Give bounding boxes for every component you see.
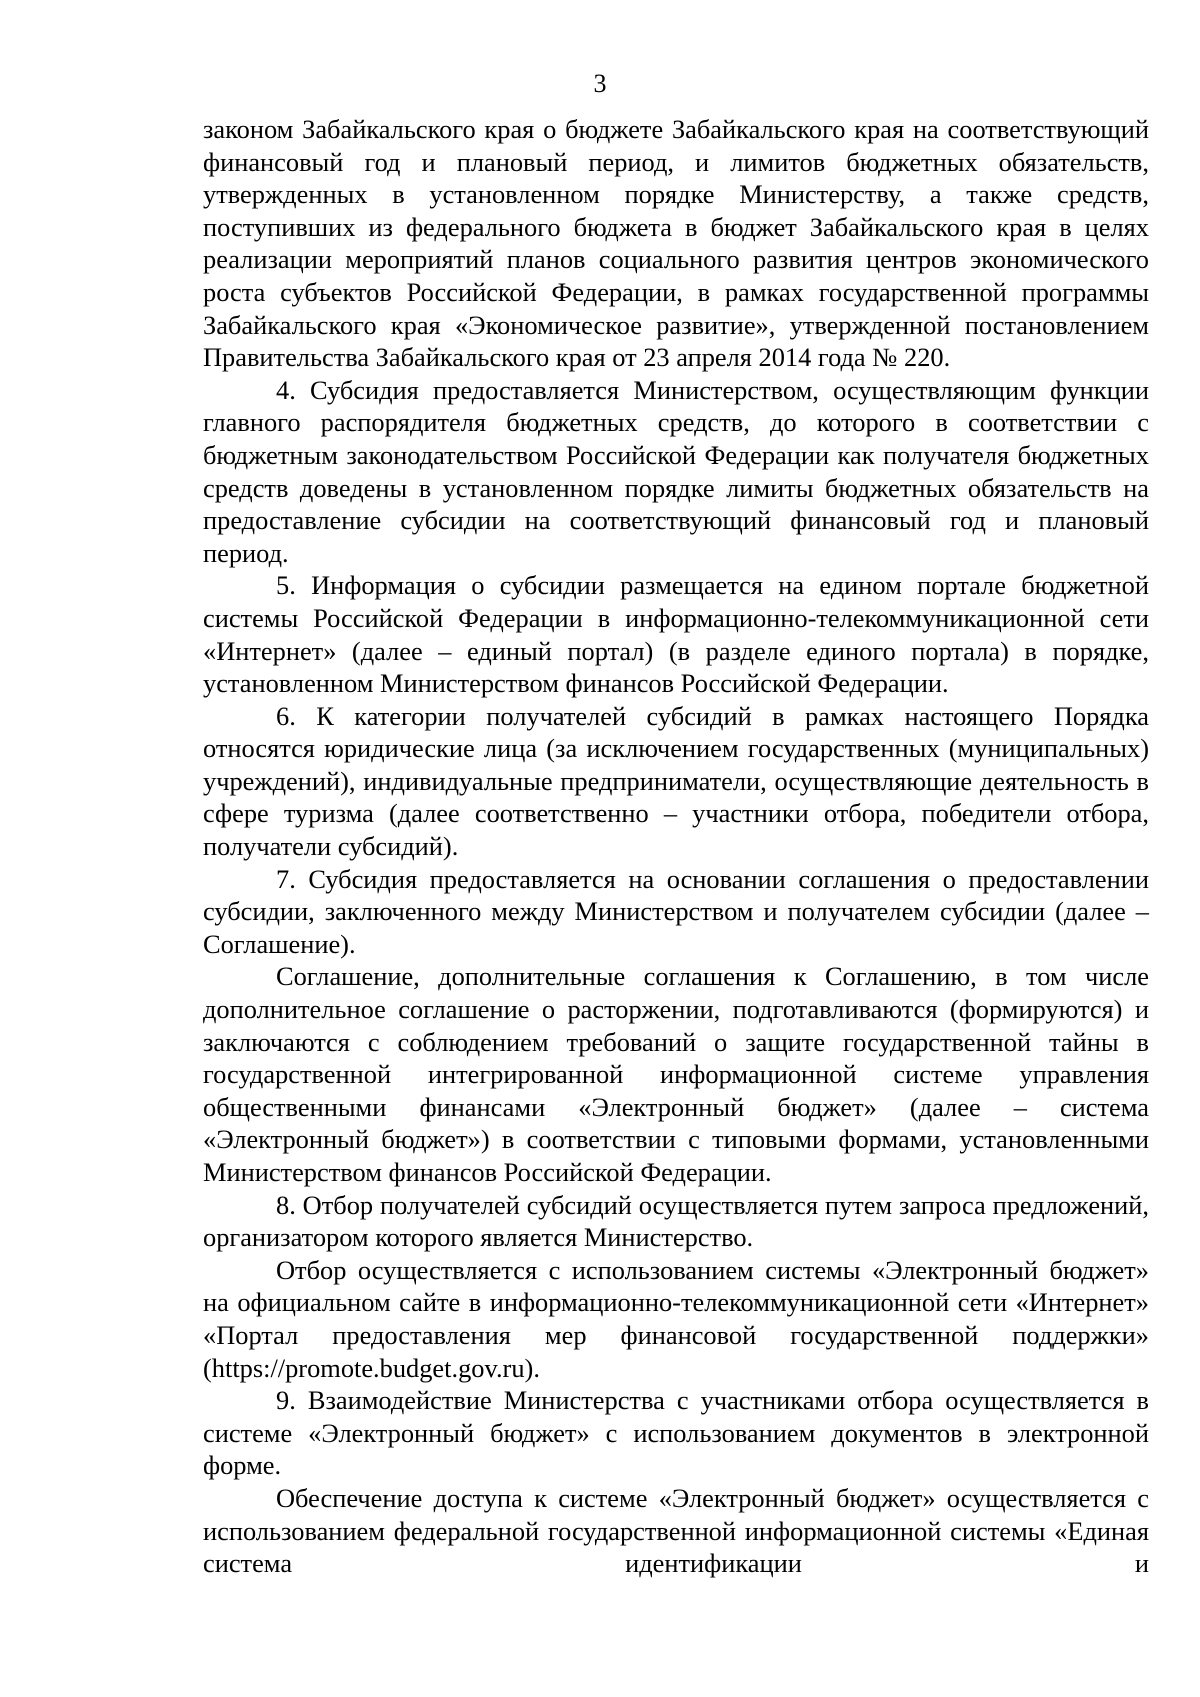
paragraph-item-7: 7. Субсидия предоставляется на основании соглашения о предоставлении субсидии, заключенного между Министерством и получателем субсидии (далее – Соглашение). xyxy=(203,863,1149,959)
paragraph-item-8: 8. Отбор получателей субсидий осуществляется путем запроса предложений, организатором которого является Министерство. xyxy=(203,1189,1149,1253)
paragraph-access-provision: Обеспечение доступа к системе «Электронный бюджет» осуществляется с использованием федеральной государственной информационной системы «Единая система идентификации и xyxy=(203,1482,1149,1579)
page-number: 3 xyxy=(593,69,607,98)
paragraph-item-6: 6. К категории получателей субсидий в рамках настоящего Порядка относятся юридические лица (за исключением государственных (муниципальных) учреждений), индивидуальные предприниматели, осуществляющие деятельность в сфере туризма (далее соответственно – участники отбора, победители отбора, получатели субсидий). xyxy=(203,700,1149,862)
document-body xyxy=(203,113,1149,1580)
paragraph-selection-system: Отбор осуществляется с использованием системы «Электронный бюджет» на официальном сайте в информационно-телекоммуникационной сети «Интернет» «Портал предоставления мер финансовой государственной поддержки» (https://promote.budget.gov.ru). xyxy=(203,1254,1149,1383)
paragraph-item-5: 5. Информация о субсидии размещается на едином портале бюджетной системы Российской Федерации в информационно-телекоммуникационной сети «Интернет» (далее – единый портал) (в разделе единого портала) в порядке, установленном Министерством финансов Российской Федерации. xyxy=(203,570,1149,699)
paragraph-item-4: 4. Субсидия предоставляется Министерством, осуществляющим функции главного распорядителя бюджетных средств, до которого в соответствии с бюджетным законодательством Российской Федерации как получателя бюджетных средств доведены в установленном порядке лимиты бюджетных обязательств на предоставление субсидии на соответствующий финансовый год и плановый период. xyxy=(203,374,1149,568)
paragraph-agreement: Соглашение, дополнительные соглашения к Соглашению, в том числе дополнительное соглашение о расторжении, подготавливаются (формируются) и заключаются с соблюдением требований о защите государственной тайны в государственной интегрированной информационной системе управления общественными финансами «Электронный бюджет» (далее – система «Электронный бюджет») в соответствии с типовыми формами, установленными Министерством финансов Российской Федерации. xyxy=(203,961,1149,1187)
paragraph-item-9: 9. Взаимодействие Министерства с участниками отбора осуществляется в системе «Электронный бюджет» с использованием документов в электронной форме. xyxy=(203,1385,1149,1481)
paragraph-budget-law-continuation: законом Забайкальского края о бюджете Забайкальского края на соответствующий финансовый год и плановый период, и лимитов бюджетных обязательств, утвержденных в установленном порядке Министерству, а также средств, поступивших из федерального бюджета в бюджет Забайкальского края в целях реализации мероприятий планов социального развития центров экономического роста субъектов Российской Федерации, в рамках государственной программы Забайкальского края «Экономическое развитие», утвержденной постановлением Правительства Забайкальского края от 23 апреля 2014 года № 220. xyxy=(203,114,1149,373)
